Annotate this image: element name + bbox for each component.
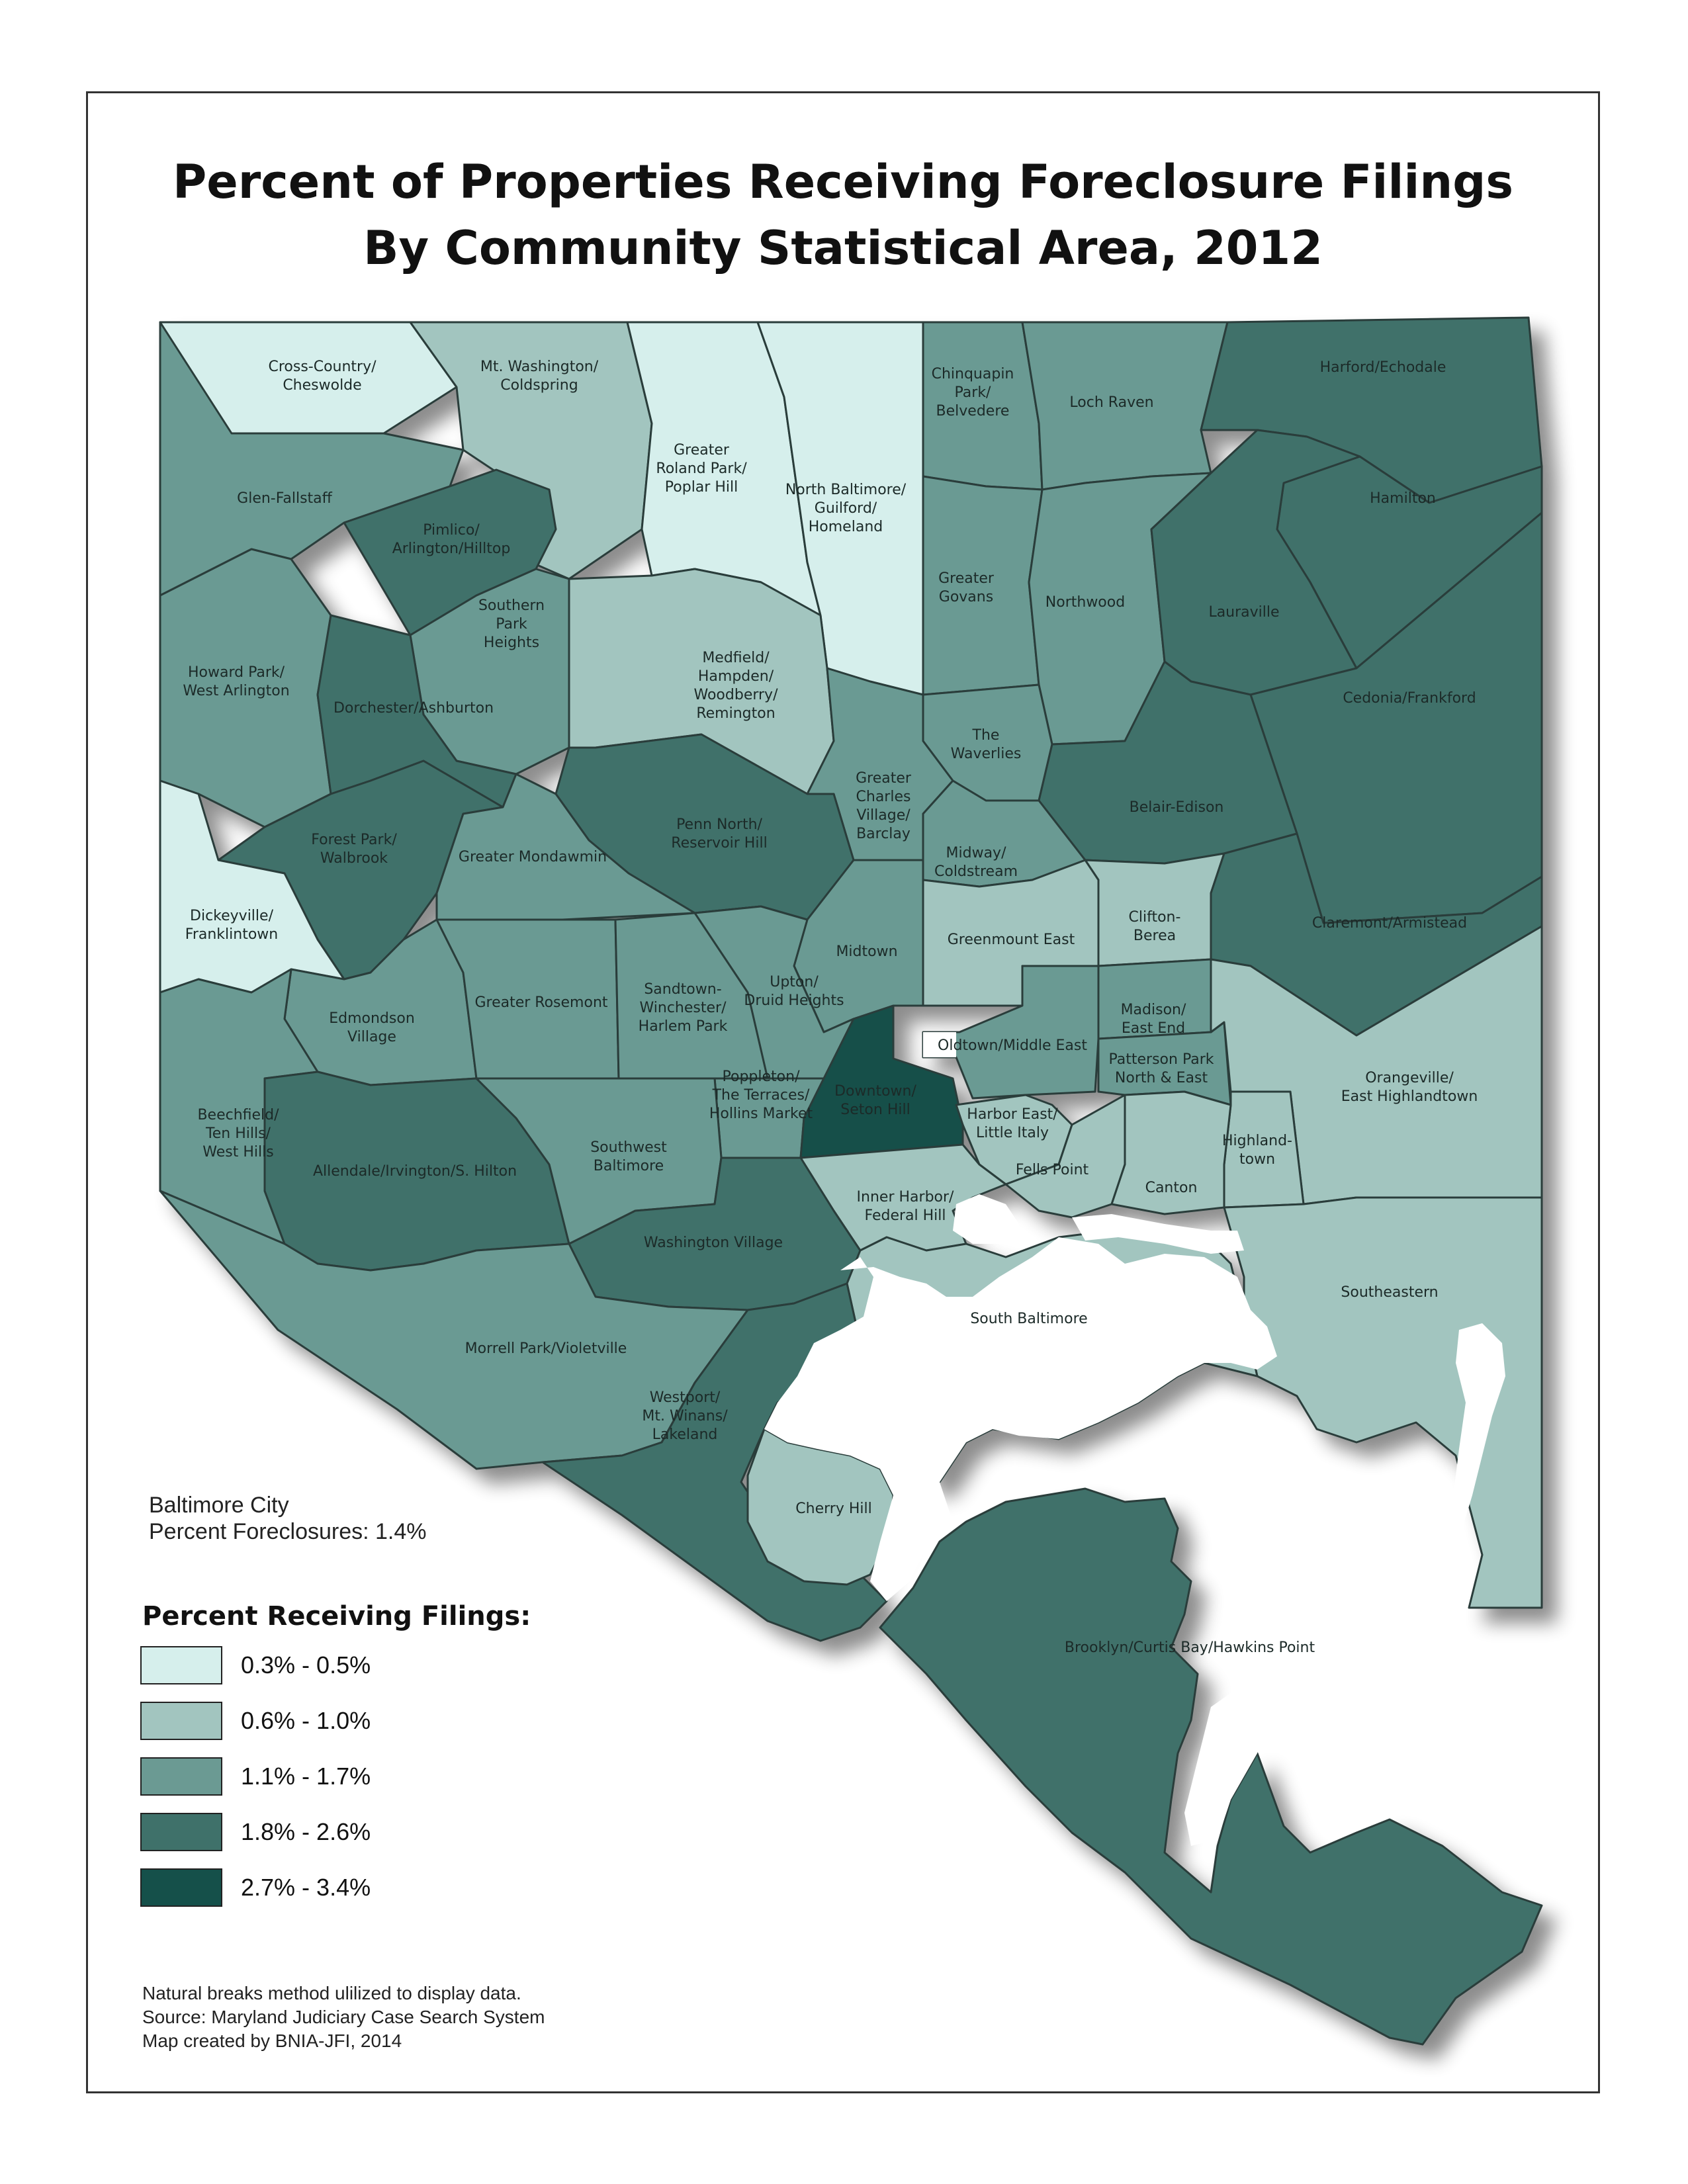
area-label-line: Berea [1133,928,1177,944]
area-label-greenmount-east [948,932,1075,948]
area-label-dorchester-ashburton [333,700,494,717]
area-label-northwood [1045,594,1125,611]
area-label-line: Cedonia/Frankford [1343,690,1476,707]
area-label-line: Clifton- [1128,909,1181,926]
area-label-line: Penn North/ [676,816,762,833]
area-label-line: Greater [938,570,994,587]
area-label-westport-mt-winans-lakeland [642,1389,728,1443]
area-label-line: Downtown/ [834,1083,916,1100]
note-source: Source: Maryland Judiciary Case Search System [142,2007,545,2027]
area-label-line: Franklintown [185,926,279,943]
area-label-line: North Baltimore/ [785,482,907,498]
area-label-line: Greater Mondawmin [458,849,607,865]
area-label-line: Cross-Country/ [268,359,377,375]
inner-harbor-water [953,1194,1019,1244]
area-label-line: Remington [696,705,776,722]
area-label-greater-mondawmin [459,849,607,865]
area-label-line: Loch Raven [1069,394,1154,411]
area-label-line: Sandtown- [644,981,722,998]
area-label-line: Poppleton/ [722,1069,800,1085]
area-label-glen-fallstaff [237,490,332,507]
summary-city-rate: Percent Foreclosures: 1.4% [149,1519,427,1544]
legend-swatch [140,1868,222,1907]
area-label-line: Govans [938,589,994,605]
area-label-southeastern [1341,1284,1438,1301]
area-label-line: East Highlandtown [1341,1088,1478,1105]
legend-swatch [140,1646,222,1684]
area-label-line: Midway/ [946,845,1006,861]
area-label-cherry-hill [795,1501,871,1517]
area-label-line: Cherry Hill [795,1501,872,1517]
area-label-line: Park [496,616,527,633]
area-label-line: Pimlico/ [423,522,480,539]
area-label-line: Village [347,1029,396,1045]
area-label-south-baltimore [970,1311,1087,1327]
area-label-line: North & East [1114,1070,1208,1086]
area-label-loch-raven [1069,394,1153,411]
city-summary [149,1492,427,1545]
area-label-canton [1145,1180,1198,1196]
area-label-line: Winchester/ [639,1000,727,1016]
area-label-line: Westport/ [649,1389,721,1406]
area-label-beechfield-ten-hills-west-hills [197,1107,279,1160]
area-label-line: Patterson Park [1108,1051,1214,1068]
area-label-midtown [836,943,897,960]
area-label-line: Village/ [856,807,911,824]
area-label-line: Inner Harbor/ [856,1189,954,1205]
area-label-harford-echodale [1320,359,1446,376]
area-label-line: Southern [478,597,545,614]
area-label-line: Belvedere [936,403,1010,419]
area-label-line: Howard Park/ [187,664,285,681]
legend-title: Percent Receiving Filings: [142,1601,531,1632]
area-label-line: Southeastern [1341,1284,1439,1301]
legend-label: 1.1% - 1.7% [241,1763,371,1790]
area-label-line: Guilford/ [814,500,877,517]
area-label-line: Greater Rosemont [474,994,608,1011]
map-title-line-1: Percent of Properties Receiving Foreclosure Filings [172,155,1514,209]
area-label-line: West Arlington [183,683,290,699]
area-label-brooklyn-curtis-bay-hawkins-point [1065,1639,1315,1656]
area-highlandtown [1224,1092,1304,1207]
area-label-line: Druid Heights [744,992,844,1009]
legend-swatch [140,1813,222,1851]
area-label-line: Baltimore [593,1158,664,1174]
area-label-line: Little Italy [976,1125,1049,1141]
area-label-line: Fells Point [1015,1162,1089,1178]
legend-label: 0.3% - 0.5% [241,1651,371,1679]
area-label-morrell-park-violetville [465,1340,627,1357]
area-label-line: Harbor East/ [967,1106,1058,1123]
area-label-line: Hollins Market [709,1106,813,1122]
area-label-line: Dorchester/Ashburton [333,700,494,717]
area-label-line: Orangeville/ [1365,1070,1454,1086]
area-label-line: Lauraville [1208,604,1280,621]
area-label-sandtown-winchester-harlem-park [639,981,728,1035]
map-notes [142,1982,545,2053]
area-label-line: Canton [1145,1180,1198,1196]
area-label-claremont-armistead [1312,915,1467,932]
area-label-line: Allendale/Irvington/S. Hilton [312,1163,517,1180]
area-label-line: Reservoir Hill [671,835,768,852]
area-label-line: Beechfield/ [197,1107,279,1123]
area-label-line: Seton Hill [840,1102,911,1118]
area-label-line: Coldstream [934,863,1018,880]
area-label-washington-village [644,1235,783,1251]
area-label-line: Dickeyville/ [190,908,273,924]
area-label-line: Chinquapin [931,366,1014,382]
area-label-line: Northwood [1045,594,1126,611]
area-label-line: Morrell Park/Violetville [465,1340,627,1357]
area-label-line: Glen-Fallstaff [237,490,332,507]
area-label-line: Harford/Echodale [1319,359,1446,376]
note-method: Natural breaks method ulilized to display data. [142,1983,521,2003]
area-label-line: The [972,727,1000,744]
area-label-line: Greater [674,442,729,459]
area-label-line: Upton/ [770,974,819,990]
area-label-line: Claremont/Armistead [1311,915,1468,932]
area-label-line: town [1239,1151,1276,1168]
area-label-line: West Hills [202,1144,274,1160]
area-label-line: Brooklyn/Curtis Bay/Hawkins Point [1064,1639,1315,1656]
area-label-allendale-irvington-s-hilton [313,1163,517,1180]
area-label-line: Hamilton [1370,490,1436,507]
area-label-line: Waverlies [950,746,1022,762]
area-label-line: Belair-Edison [1129,799,1224,816]
area-label-line: Arlington/Hilltop [392,541,511,557]
area-label-line: Cheswolde [283,377,362,394]
legend-label: 2.7% - 3.4% [241,1874,371,1901]
area-label-cedonia-frankford [1343,690,1476,707]
area-label-line: Highland- [1222,1133,1293,1149]
legend-swatch [140,1757,222,1796]
area-label-line: Medfield/ [702,650,770,666]
area-label-line: Greenmount East [947,932,1075,948]
area-label-line: Charles [856,789,911,805]
area-label-line: South Baltimore [970,1311,1088,1327]
area-label-line: Homeland [808,519,883,535]
area-label-line: Coldspring [500,377,578,394]
legend-label: 0.6% - 1.0% [241,1707,371,1734]
area-label-line: Roland Park/ [656,460,747,477]
area-label-line: Lakeland [652,1426,718,1443]
area-label-line: Oldtown/Middle East [938,1037,1087,1054]
legend-swatch [140,1702,222,1740]
area-label-lauraville [1208,604,1279,621]
area-label-line: Harlem Park [638,1018,728,1035]
area-label-line: Mt. Washington/ [480,359,599,375]
area-label-line: Southwest [590,1139,667,1156]
area-label-line: Ten Hills/ [206,1125,271,1142]
area-label-line: Heights [483,634,540,651]
map-title-line-2: By Community Statistical Area, 2012 [363,221,1323,275]
area-label-line: Greater [856,770,911,787]
area-label-line: Mt. Winans/ [642,1408,728,1424]
area-label-poppleton-the-terraces-hollins-market [709,1069,813,1122]
area-label-fells-point [1016,1162,1089,1178]
summary-city-name: Baltimore City [149,1493,289,1518]
area-label-line: Edmondson [329,1010,415,1027]
area-label-line: Hampden/ [697,668,774,685]
area-label-line: The Terraces/ [712,1087,810,1104]
area-label-line: Midtown [836,943,898,960]
area-label-greater-rosemont [474,994,607,1011]
area-label-line: Barclay [856,826,911,842]
area-label-line: Poplar Hill [664,479,738,496]
area-label-belair-edison [1130,799,1224,816]
legend-label: 1.8% - 2.6% [241,1818,371,1845]
area-label-line: Madison/ [1120,1002,1186,1018]
area-label-oldtown-middle-east [938,1037,1087,1054]
area-label-line: East End [1121,1020,1186,1037]
area-label-hamilton [1370,490,1436,507]
area-label-line: Forest Park/ [311,832,397,848]
area-label-line: Federal Hill [864,1207,946,1224]
area-label-line: Woodberry/ [693,687,778,703]
area-label-line: Walbrook [320,850,388,867]
area-label-line: Park/ [954,384,991,401]
area-label-line: Washington Village [643,1235,783,1251]
note-credit: Map created by BNIA-JFI, 2014 [142,2031,402,2051]
